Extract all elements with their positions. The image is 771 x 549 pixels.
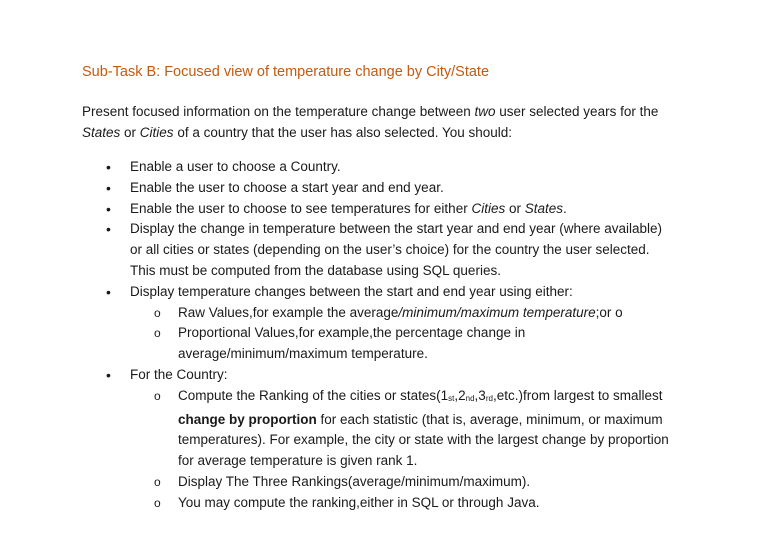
requirements-list bbox=[0, 157, 710, 514]
intro-line-2: States or Cities of a country that the user has also selected. You should: bbox=[82, 125, 513, 140]
list-item-display-change: • Display the change in temperature between the start year and end year (where available) or all cities or states (depending on the user’s choice) for the country the user selected. This must be computed from the database using SQL queries. bbox=[0, 219, 710, 281]
sub-item-sql-or-java: o You may compute the ranking,either in SQL or through Java. bbox=[130, 493, 718, 514]
list-item-choose-years: • Enable the user to choose a start year and end year. bbox=[0, 178, 710, 199]
list-item-cities-or-states: • Enable the user to choose to see temperatures for either Cities or States. bbox=[0, 199, 710, 220]
section-heading: Sub-Task B: Focused view of temperature change by City/State bbox=[82, 64, 490, 80]
list-item-display-temperature-changes: • Display temperature changes between the start and end year using either: o Raw Values,for example the average/minimum/maximum temperature;or o o Proportional Values,for example,the percentage change in average/minimum/maximum temperature. bbox=[0, 282, 710, 365]
list-item-for-country: • For the Country: o Compute the Ranking of the cities or states(1st,2nd,3rd,etc.)from largest to smallest change by proportion for each statistic (that is, average, minimum, or maximum temperatures). For example, the city or state with the largest change by proportion for average temperature is given rank 1. o Display The Three Rankings(average/minimum/maximum). o You may compute the ranking,either in SQL or through Java. bbox=[0, 365, 710, 514]
intro-paragraph bbox=[82, 101, 722, 143]
sub-item-compute-ranking: o Compute the Ranking of the cities or states(1st,2nd,3rd,etc.)from largest to smallest change by proportion for each statistic (that is, average, minimum, or maximum temperatures). For example, the city or state with the largest change by proportion for average temperature is given rank 1. bbox=[130, 386, 718, 472]
sub-list-ranking bbox=[130, 386, 710, 514]
intro-line-1: Present focused information on the temperature change between two user selected years for the bbox=[82, 104, 659, 119]
sub-item-raw-values: o Raw Values,for example the average/minimum/maximum temperature;or o bbox=[130, 303, 718, 324]
sub-list-value-types bbox=[130, 303, 710, 365]
sub-item-display-rankings: o Display The Three Rankings(average/minimum/maximum). bbox=[130, 472, 718, 493]
list-item-choose-country: • Enable a user to choose a Country. bbox=[0, 157, 710, 178]
sub-item-proportional-values: o Proportional Values,for example,the percentage change in average/minimum/maximum temperature. bbox=[130, 323, 718, 365]
